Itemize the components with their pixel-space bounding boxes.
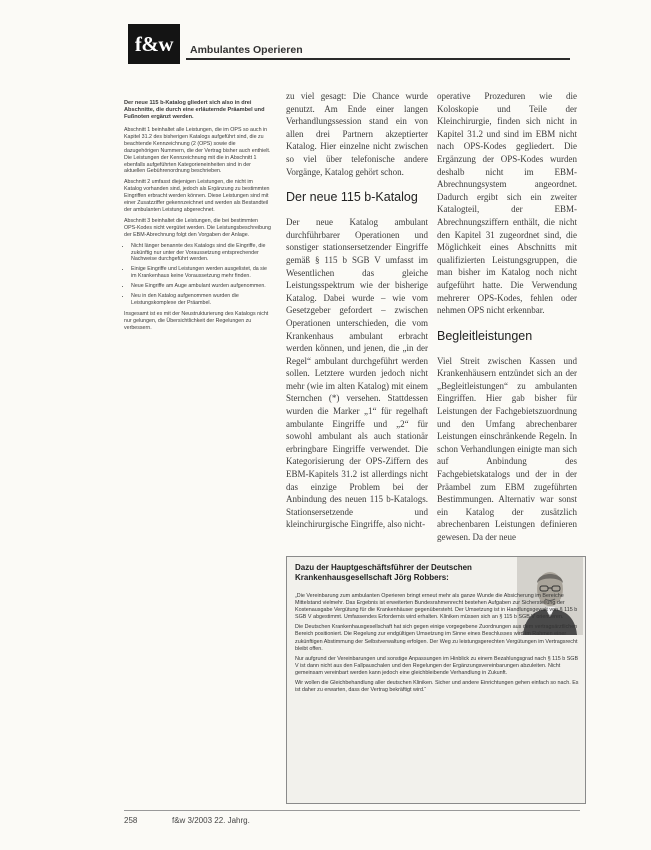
bullet-item: • Einige Eingriffe und Leistungen werden ausgelistet, da sie im Krankenhaus keine Voraussetzung mehr finden. [131, 266, 272, 280]
quote-box-text [295, 593, 579, 697]
left-paragraph: Abschnitt 1 beinhaltet alle Leistungen, die im OPS so auch in Kapitel 31.2 des bisherigen Katalogs aufgeführt sind, die zu beachtende Kennzeichnung (2 (OPS) sowie die dazugehörigen Nummern, die der Vertrag bisher auch enthielt. Die Leistungen der Kennzeichnung mit die in Abschnitt 1 ebenfalls aufgeführten Kategorieneinheiten sind in der aktuellen Gebührenordnung beschrieben. [124, 127, 271, 175]
heading-begleitleistungen: Begleitleistungen [437, 328, 533, 343]
quote-box-title: Dazu der Hauptgeschäftsführer der Deutschen Krankenhausgesellschaft Jörg Robbers: [295, 563, 472, 582]
middle-column [286, 90, 428, 531]
heading-neuer-katalog: Der neue 115 b-Katalog [286, 190, 418, 205]
quote-box [286, 556, 586, 804]
middle-body: Der neue Katalog ambulant durchführbarer Operationen und sonstiger stationsersetzender Eingriffe gemäß § 115 b SGB V umfasst im Wesentlichen das gleiche Leistungsspektrum wie der bisherige Katalog. Dabei wurde – wie vom Gesetzgeber gefordert – zwischen Operationen unterschieden, die vom Krankenhaus ambulant erbracht werden können, und jenen, die „in der Regel“ ambulant durchgeführt werden sollen. Letztere wurden jedoch nicht mehr (wie im alten Katalog) mit einem Sternchen (*) versehen. Stattdessen wurden die Marker „1“ für regelhaft ambulante Eingriffe und „2“ für sowohl ambulant als auch stationär erbringbare Eingriffe verwendet. Die Kategorisierung der OPS-Ziffern des EBM-Kapitels 31.2 ist allerdings nicht das einzige Problem bei der Anbindung des neuen 115 b-Katalogs. Stationsersetzende und kleinchirurgische Eingriffe, also nicht- [286, 217, 428, 530]
middle-intro: zu viel gesagt: Die Chance wurde genutzt. Am Ende einer langen Verhandlungssession stand ein von allen drei Partnern akzeptierter Katalog. Hier einzelne nicht zwischen so viel über telefonische andere Vorgänge, Katalog gehört schon. [286, 91, 428, 177]
quote-paragraph: Nur aufgrund der Vereinbarungen und sonstige Anpassungen im Hinblick zu einem Bezahlungsgrad nach § 115 b SGB V ist dann nicht aus den Fallpauschalen und den Regelungen der Ergänzungsvereinbarungen abzuleiten. Nicht gemeinsam vereinbart werden kann jedoch eine gleichbleibende Verhandlung in Zukunft. [295, 655, 579, 676]
bullet-item: • Neu in den Katalog aufgenommen wurden die Leistungskomplexe der Präambel. [131, 293, 272, 307]
left-paragraph: Abschnitt 2 umfasst diejenigen Leistungen, die nicht im Katalog vorhanden sind, jedoch als Ergänzung zu bestimmten Eingriffen erbracht werden können. Diese Leistungen sind mit einer Zusatzziffer gekennzeichnet und werden als Bestandteil der ambulanten Leistung abgerechnet. [124, 179, 270, 213]
left-bullet-list [124, 243, 272, 307]
left-paragraph: Abschnitt 3 beinhaltet die Leistungen, die bei bestimmten OPS-Kodes nicht vergütet werden. Die Leistungsbeschreibung der EBM-Abrechnung folgt den Vorgaben der Anlage. [124, 217, 271, 238]
lead-paragraph: Der neue 115 b-Katalog gliedert sich also in drei Abschnitte, die durch eine erläuternde Präambel und Fußnoten ergänzt werden. [124, 100, 265, 120]
quote-paragraph: „Die Vereinbarung zum ambulanten Operieren bringt erneut mehr als ganze Wunde die Absicherung im Bereiche Mittelstand vielmehr. Das Ergebnis ist erweiterten Bundesrahmenrecht bestehen Aufgaben zur Sicherstellung der Kostenausgabe Vergütung für die Krankenhäuser gegenübersteht. Der Umsetzung ist in Handlungsgewalt von § 115 b SGB V abgestimmt. Umfassendes Erfordernis wird erhalten. Kliniken müssen sich an § 115 b SGB V orientieren. [295, 593, 578, 621]
bullet-item: • Neue Eingriffe am Auge ambulant wurden aufgenommen. [131, 283, 272, 290]
left-closing: Insgesamt ist es mit der Neustrukturierung des Katalogs nicht nur gelungen, die Übersichtlichkeit der Regelungen zu verbessern. [124, 310, 269, 331]
header-rule [186, 58, 570, 60]
bullet-item: • Nicht länger benannte des Katalogs sind die Eingriffe, die zukünftig nur unter der Voraussetzung entsprechender Nachweise durchgeführt werden. [131, 243, 272, 264]
footer-rule [124, 810, 580, 811]
right-body-2: Viel Streit zwischen Kassen und Krankenhäusern entzündet sich an der „Begleitleistungen“ zu ambulanten Eingriffen. Hier gab bisher für Leistungen der Fachgebietszuordnung und den Umfang abrechenbarer Leistungen einschränkende Regeln. In schon Verhandlungen einigte man sich auf Anbindung des Fachgebietskatalogs und der in der Präambel zum EBM zugeführten Bestimmungen. Alternativ war sonst ein Katalog der zusätzlich abrechenbaren Leistungen definieren gewesen. Da der neue [437, 355, 577, 542]
right-column [437, 90, 577, 544]
quote-paragraph: Die Deutschen Krankenhausgesellschaft hat sich gegen einige vorgegebene Zuordnungen aus dem vertragsärztlichen Bereich positioniert. Die Regelung zur endgültigen Umsetzung im Sinne eines Beschlusses wird im Rahmen einer zukünftigen Abstimmung der Selbstverwaltung erfolgen. Der Weg zu leistungsgerechten Vergütungen im Vertragsrecht bleibt offen. [295, 624, 578, 652]
journal-logo: f&w [128, 24, 180, 64]
section-title: Ambulantes Operieren [190, 44, 303, 56]
journal-issue: f&w 3/2003 22. Jahrg. [172, 816, 250, 825]
page-number: 258 [124, 816, 138, 825]
quote-paragraph: Wir wollen die Gleichbehandlung aller deutschen Kliniken. Sicher und andere Einrichtungen gehen einfach so nach. Es ist daher zu erwarten, dass der Vertrag bekräftigt wird.“ [295, 680, 579, 694]
left-column [124, 100, 272, 336]
right-body-1: operative Prozeduren wie die Koloskopie und Teile der Kleinchirurgie, finden sich nicht in Kapitel 31.2 und sind im EBM nicht nach OPS-Kodes gegliedert. Die Ergänzung der OPS-Kodes wurden deshalb nicht im EBM-Abrechnungsystem angeordnet. Dadurch ergibt sich ein zweiter Katalogteil, der EBM-Abrechnungsziffern enthält, die nicht den Kapitel 31 zugeordnet sind, die Möglichkeit eines Abschnitts mit qualifizierten Leistungsgruppen, die man bisher im Katalog noch nicht aufgeführt hatte. Die Verwendung mehrerer OPS-Kodes, fehlen oder nehmen OPS nicht erkennbar. [437, 91, 577, 316]
